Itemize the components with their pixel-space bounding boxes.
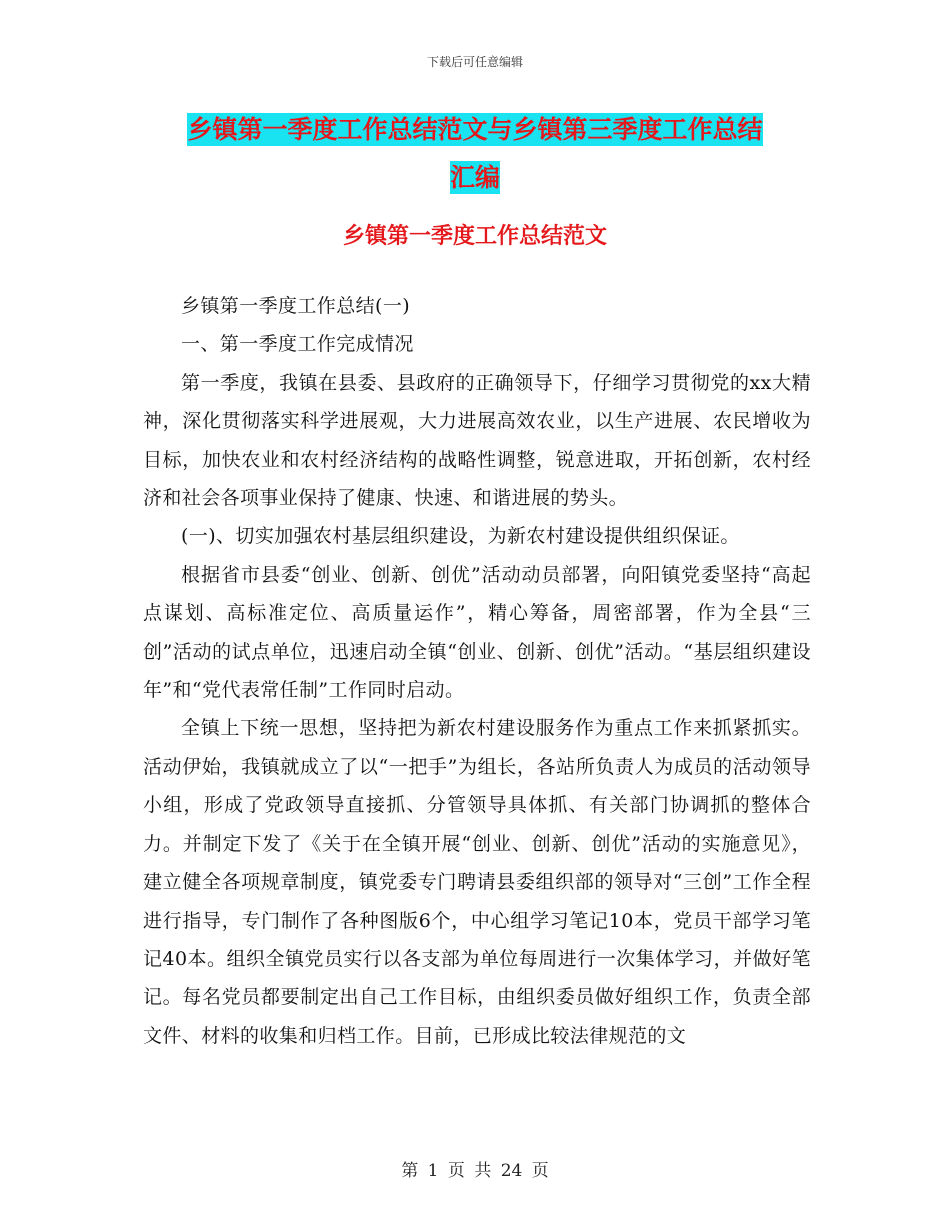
paragraph: (一)、切实加强农村基层组织建设，为新农村建设提供组织保证。 [181,525,740,548]
document-title-line2: 汇编 [449,163,500,192]
header-note: 下载后可任意编辑 [426,55,523,69]
paragraph: 全镇上下统一思想，坚持把为新农村建设服务作为重点工作来抓紧抓实。活动伊始，我镇就成立了以“一把手”为组长，各站所负责人为成员的活动领导小组，形成了党政领导直接抓、分管领导具体抓、有关部门协调抓的整体合力。并制定下发了《关于在全镇开展“创业、创新、创优”活动的实施意见》，建立健全各项规章制度，镇党委专门聘请县委组织部的领导对“三创”工作全程进行指导，专门制作了各种图版6个，中心组学习笔记10本，党员干部学习笔记40本。组织全镇党员实行以各支部为单位每周进行一次集体学习，并做好笔记。每名党员都要制定出自己工作目标，由组织委员做好组织工作，负责全部文件、材料的收集和归档工作。目前，已形成比较法律规范的文 [143,717,811,1047]
section-title: 乡镇第一季度工作总结范文 [342,224,607,249]
document-body [143,287,811,1055]
document-title [140,106,810,202]
document-title-line1: 乡镇第一季度工作总结范文与乡镇第三季度工作总结 [187,115,763,144]
paragraph: 乡镇第一季度工作总结(一) [181,295,411,317]
paragraph: 根据省市县委“创业、创新、创优”活动动员部署，向阳镇党委坚持“高起点谋划、高标准定位、高质量运作”，精心筹备，周密部署，作为全县“三创”活动的试点单位，迅速启动全镇“创业、创新、创优”活动。“基层组织建设年”和“党代表常任制”工作同时启动。 [143,563,811,702]
paragraph: 第一季度，我镇在县委、县政府的正确领导下，仔细学习贯彻党的xx大精神，深化贯彻落实科学进展观，大力进展高效农业，以生产进展、农民增收为目标，加快农业和农村经济结构的战略性调整，锐意进取，开拓创新，农村经济和社会各项事业保持了健康、快速、和谐进展的势头。 [143,371,811,510]
paragraph: 一、第一季度工作完成情况 [181,333,414,356]
page-number: 第 1 页 共 24 页 [401,1161,549,1181]
